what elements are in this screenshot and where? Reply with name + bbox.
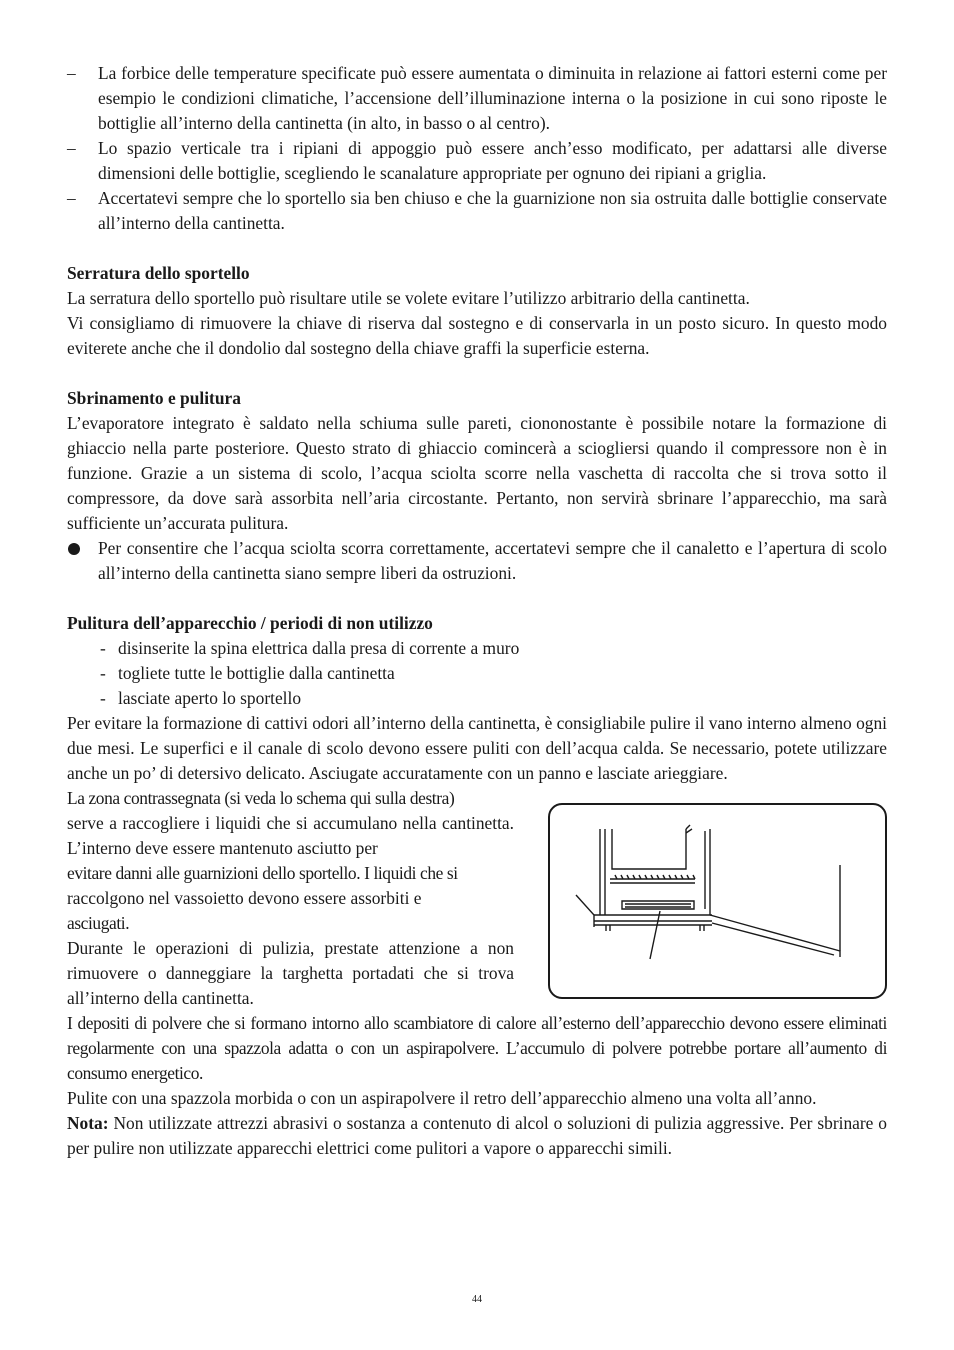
list-item: - lasciate aperto lo sportello <box>100 688 302 708</box>
text-with-figure <box>67 786 887 1011</box>
drip-tray-diagram <box>548 803 887 999</box>
list-item: – La forbice delle temperature specificate può essere aumentata o diminuita in relazione ai fattori esterni come per esempio le condizioni climatiche, l’accensione dell’illuminazione interna o la posizione in cui sono riposte le bottiglie all’interno della cantinetta (in alto, in basso o al centro). <box>67 63 887 133</box>
paragraph: La serratura dello sportello può risultare utile se volete evitare l’utilizzo arbitrario della cantinetta. <box>67 288 750 308</box>
section-heading-cleaning: Pulitura dell’apparecchio / periodi di non utilizzo <box>67 613 433 633</box>
wine-cooler-illustration <box>550 805 885 997</box>
page-number: 44 <box>472 1294 482 1305</box>
list-item: – Lo spazio verticale tra i ripiani di appoggio può essere anch’esso modificato, per adattarsi alle diverse dimensioni delle bottiglie, scegliendo le scanalature appropriate per ognuno dei ripiani a griglia. <box>67 138 887 183</box>
paragraph: serve a raccogliere i liquidi che si accumulano nella cantinetta. L’interno deve essere mantenuto asciutto per <box>67 813 514 858</box>
page-content <box>67 61 887 1161</box>
paragraph: L’evaporatore integrato è saldato nella schiuma sulle pareti, ciononostante è possibile notare la formazione di ghiaccio nella parte posteriore. Questo strato di ghiaccio comincerà a sciogliersi quando il compressore non è in funzione. Grazie a un sistema di scolo, l’acqua sciolta scorre nella vaschetta di raccolta che si trova sotto il compressore, da dove sarà assorbita nell’aria circostante. Pertanto, non servirà sbrinare l’apparecchio, ma sarà sufficiente un’accurata pulitura. <box>67 413 887 533</box>
bullet-item: Per consentire che l’acqua sciolta scorra correttamente, accertatevi sempre che il canaletto e l’apertura di scolo all’interno della cantinetta siano sempre liberi da ostruzioni. <box>67 536 887 586</box>
section-heading-lock: Serratura dello sportello <box>67 263 250 283</box>
paragraph: Durante le operazioni di pulizia, prestate attenzione a non rimuovere o danneggiare la targhetta portadati che si trova all’interno della cantinetta. <box>67 938 514 1008</box>
paragraph: La zona contrassegnata (si veda lo schema qui sulla destra) <box>67 788 455 808</box>
paragraph: Vi consigliamo di rimuovere la chiave di riserva dal sostegno e di conservarla in un posto sicuro. In questo modo eviterete anche che il dondolio dal sostegno della chiave graffi la superficie esterna. <box>67 313 887 358</box>
paragraph: Per evitare la formazione di cattivi odori all’interno della cantinetta, è consigliabile pulire il vano interno almeno ogni due mesi. Le superfici e il canale di scolo devono essere puliti con dell’acqua calda. Se necessario, potete utilizzare anche un po’ di detersivo delicato. Asciugate accuratamente con un panno e lasciate arieggiare. <box>67 713 887 783</box>
note-paragraph <box>67 1111 887 1161</box>
note-label: Nota: <box>67 1113 109 1133</box>
list-item: – Accertatevi sempre che lo sportello sia ben chiuso e che la guarnizione non sia ostruita dalle bottiglie conservate all’interno della cantinetta. <box>67 188 887 233</box>
paragraph: Pulite con una spazzola morbida o con un aspirapolvere il retro dell’apparecchio almeno una volta all’anno. <box>67 1088 817 1108</box>
paragraph: raccolgono nel vassoietto devono essere assorbiti e <box>67 888 422 908</box>
bullet-icon <box>68 543 80 555</box>
list-item: - togliete tutte le bottiglie dalla cantinetta <box>100 663 395 683</box>
note-text: Non utilizzate attrezzi abrasivi o sostanza a contenuto di alcol o soluzioni di pulizia aggressive. Per sbrinare o per pulire non utilizzate apparecchi elettrici come pulitori a vapore o apparecchi simili. <box>67 1113 887 1158</box>
paragraph: evitare danni alle guarnizioni dello sportello. I liquidi che si <box>67 863 458 883</box>
paragraph: I depositi di polvere che si formano intorno allo scambiatore di calore all’esterno dell’apparecchio devono essere eliminati regolarmente con una spazzola adatta o con un aspirapolvere. L’accumulo di polvere potrebbe portare all’aumento di consumo energetico. <box>67 1013 887 1083</box>
list-item: - disinserite la spina elettrica dalla presa di corrente a muro <box>100 638 520 658</box>
paragraph: asciugati. <box>67 913 130 933</box>
zone-text <box>67 786 514 1011</box>
section-heading-defrost: Sbrinamento e pulitura <box>67 388 241 408</box>
